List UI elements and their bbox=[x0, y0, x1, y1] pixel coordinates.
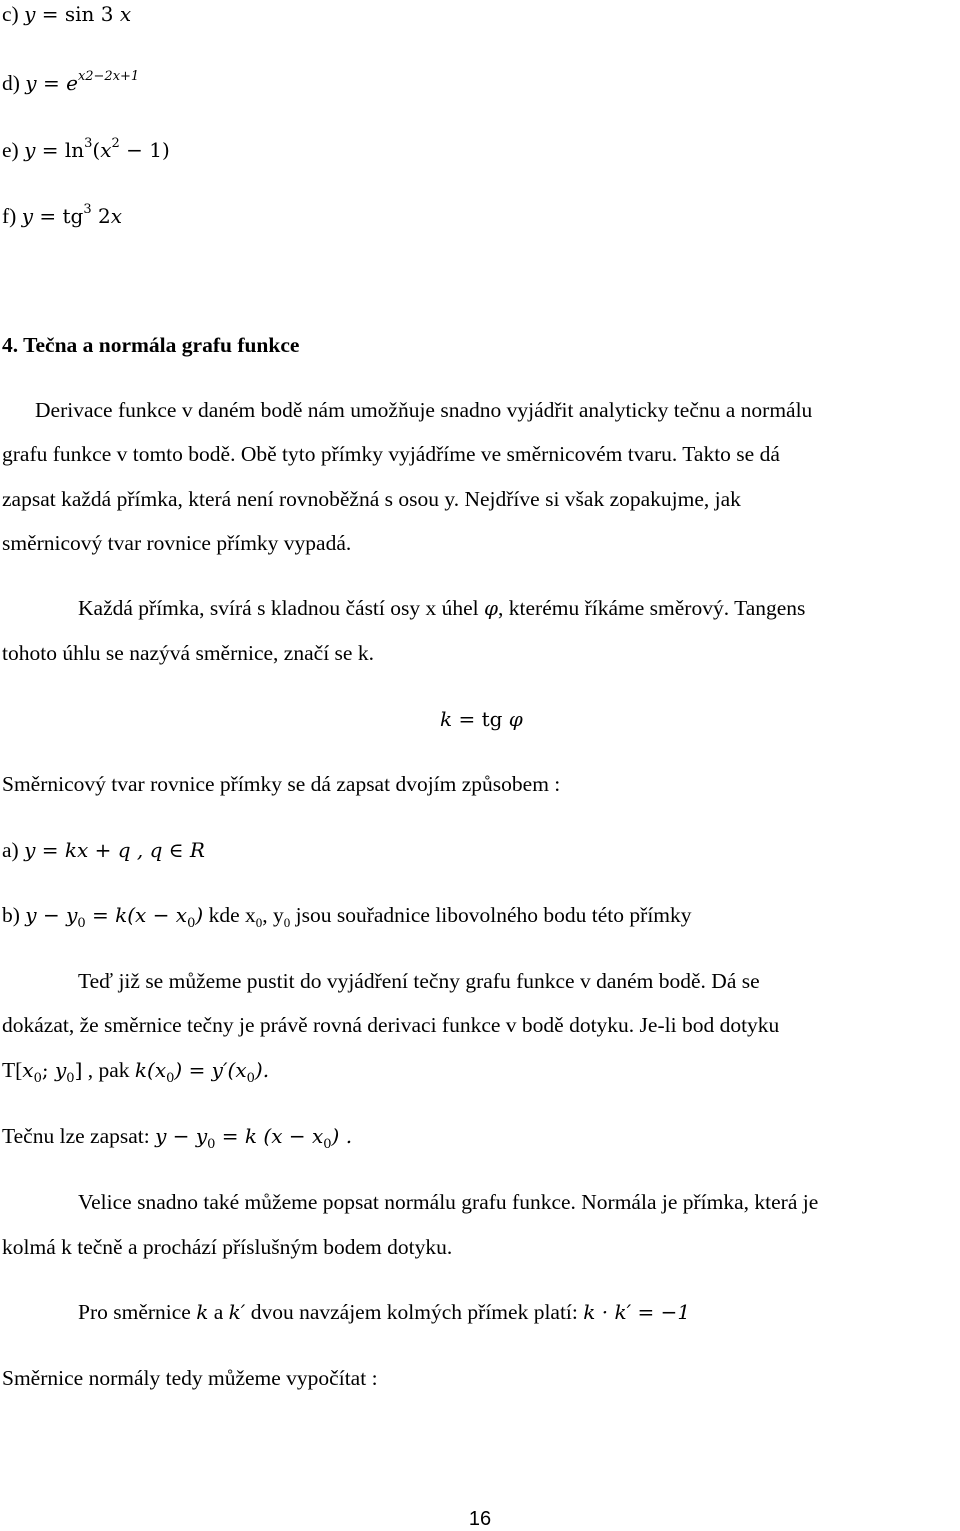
math-var: y bbox=[24, 138, 36, 162]
exercise-label: f) bbox=[2, 204, 22, 228]
math-var: x bbox=[119, 2, 132, 26]
math-var: φ bbox=[484, 596, 499, 620]
math-subscript: 0 bbox=[33, 1071, 42, 1086]
math-text: ] bbox=[74, 1058, 83, 1082]
math-text: 2 bbox=[91, 204, 111, 228]
math-var: x bbox=[22, 1058, 34, 1082]
math-subscript: 0 bbox=[207, 1137, 216, 1152]
exercise-label: c) bbox=[2, 2, 25, 26]
page-number: 16 bbox=[468, 1508, 492, 1530]
paragraph-line: Derivace funkce v daném bodě nám umožňuje snadno vyjádřit analyticky tečnu a normálu bbox=[35, 398, 813, 422]
math-text: = tg bbox=[452, 707, 509, 731]
math-text: = bbox=[36, 71, 67, 95]
math-expression: ). bbox=[254, 1058, 270, 1082]
tangent-equation bbox=[2, 1126, 352, 1151]
math-text: = tg bbox=[33, 204, 84, 228]
text: , pak bbox=[82, 1058, 135, 1082]
form-label: b) bbox=[2, 903, 26, 927]
paragraph-line: tohoto úhlu se nazývá směrnice, značí se k. bbox=[2, 641, 374, 665]
paragraph-line: směrnicový tvar rovnice přímky vypadá. bbox=[2, 531, 352, 555]
math-expression: k · k′ = −1 bbox=[583, 1300, 691, 1324]
forms-intro: Směrnicový tvar rovnice přímky se dá zapsat dvojím způsobem : bbox=[2, 772, 561, 796]
math-exponent: 3 bbox=[84, 136, 93, 151]
math-var: y bbox=[24, 2, 36, 26]
form-a bbox=[2, 840, 205, 862]
math-expression: ) = y′(x bbox=[174, 1058, 247, 1082]
paragraph-line: Směrnice normály tedy můžeme vypočítat : bbox=[2, 1366, 378, 1390]
math-var: φ bbox=[508, 707, 523, 731]
math-var: y bbox=[21, 204, 34, 228]
math-exponent: 3 bbox=[83, 202, 92, 217]
text: Každá přímka, svírá s kladnou částí osy x úhel bbox=[78, 596, 485, 620]
exercise-label: e) bbox=[2, 138, 25, 162]
math-exponent: x2−2x+1 bbox=[77, 69, 140, 84]
math-expression: y − y bbox=[25, 903, 78, 927]
paragraph-line: Velice snadno také můžeme popsat normálu grafu funkce. Normála je přímka, která je bbox=[78, 1190, 819, 1214]
math-var: x bbox=[110, 204, 122, 228]
math-subscript: 0 bbox=[66, 1071, 75, 1086]
math-var: x bbox=[100, 138, 112, 162]
math-subscript: 0 bbox=[77, 916, 86, 931]
text: Pro směrnice bbox=[78, 1300, 197, 1324]
exercise-e bbox=[2, 137, 170, 162]
math-text: = sin 3 bbox=[35, 2, 120, 26]
math-expression: = k(x − x bbox=[85, 903, 188, 927]
math-text: − 1) bbox=[119, 138, 170, 162]
section-title: 4. Tečna a normála grafu funkce bbox=[2, 333, 300, 357]
math-expression: ) . bbox=[331, 1124, 353, 1148]
subscript: 0 bbox=[283, 915, 291, 930]
math-expression: ) bbox=[195, 903, 204, 927]
paragraph-line: Teď již se můžeme pustit do vyjádření tečny grafu funkce v daném bodě. Dá se bbox=[78, 969, 760, 993]
math-expression: k(x bbox=[134, 1058, 167, 1082]
math-expression: y = kx + q , q ∈ R bbox=[24, 838, 205, 862]
math-exponent: 2 bbox=[111, 136, 120, 151]
text: , y bbox=[262, 903, 284, 927]
text: , kterému říkáme směrový. Tangens bbox=[498, 596, 806, 620]
subscript: 0 bbox=[255, 915, 263, 930]
exercise-label: d) bbox=[2, 71, 26, 95]
paragraph-line: kolmá k tečně a prochází příslušným bodem dotyku. bbox=[2, 1235, 453, 1259]
text: dvou navzájem kolmých přímek platí: bbox=[245, 1300, 584, 1324]
paragraph-line bbox=[78, 598, 805, 620]
math-text: = ln bbox=[35, 138, 85, 162]
paragraph-line: zapsat každá přímka, která není rovnoběžná s osou y. Nejdříve si však zopakujme, jak bbox=[2, 487, 741, 511]
text: Tečnu lze zapsat: bbox=[2, 1124, 156, 1148]
math-expression: = k (x − x bbox=[215, 1124, 324, 1148]
paragraph-line: grafu funkce v tomto bodě. Obě tyto přímky vyjádříme ve směrnicovém tvaru. Takto se dá bbox=[2, 442, 780, 466]
form-label: a) bbox=[2, 838, 25, 862]
exercise-d bbox=[2, 70, 139, 95]
text: a bbox=[208, 1300, 229, 1324]
math-subscript: 0 bbox=[166, 1071, 175, 1086]
math-subscript: 0 bbox=[187, 916, 196, 931]
math-var: y bbox=[25, 71, 37, 95]
text: T[ bbox=[2, 1058, 23, 1082]
math-var: k bbox=[440, 707, 453, 731]
math-var: k′ bbox=[228, 1300, 246, 1324]
math-var: e bbox=[66, 71, 78, 95]
math-subscript: 0 bbox=[323, 1137, 332, 1152]
math-var: y bbox=[54, 1058, 67, 1082]
text: kde x bbox=[203, 903, 256, 927]
math-text: ; bbox=[41, 1058, 55, 1082]
formula-k bbox=[440, 709, 523, 731]
exercise-f bbox=[2, 203, 122, 228]
math-subscript: 0 bbox=[246, 1071, 255, 1086]
text: jsou souřadnice libovolného bodu této přímky bbox=[290, 903, 692, 927]
perpendicular-slopes bbox=[78, 1302, 690, 1324]
math-expression: y − y bbox=[155, 1124, 208, 1148]
paragraph-line bbox=[2, 1060, 269, 1085]
math-var: k bbox=[196, 1300, 209, 1324]
form-b bbox=[2, 905, 692, 930]
exercise-c bbox=[2, 4, 131, 26]
math-text: ( bbox=[92, 138, 101, 162]
paragraph-line: dokázat, že směrnice tečny je právě rovná derivaci funkce v bodě dotyku. Je-li bod dotyku bbox=[2, 1013, 780, 1037]
